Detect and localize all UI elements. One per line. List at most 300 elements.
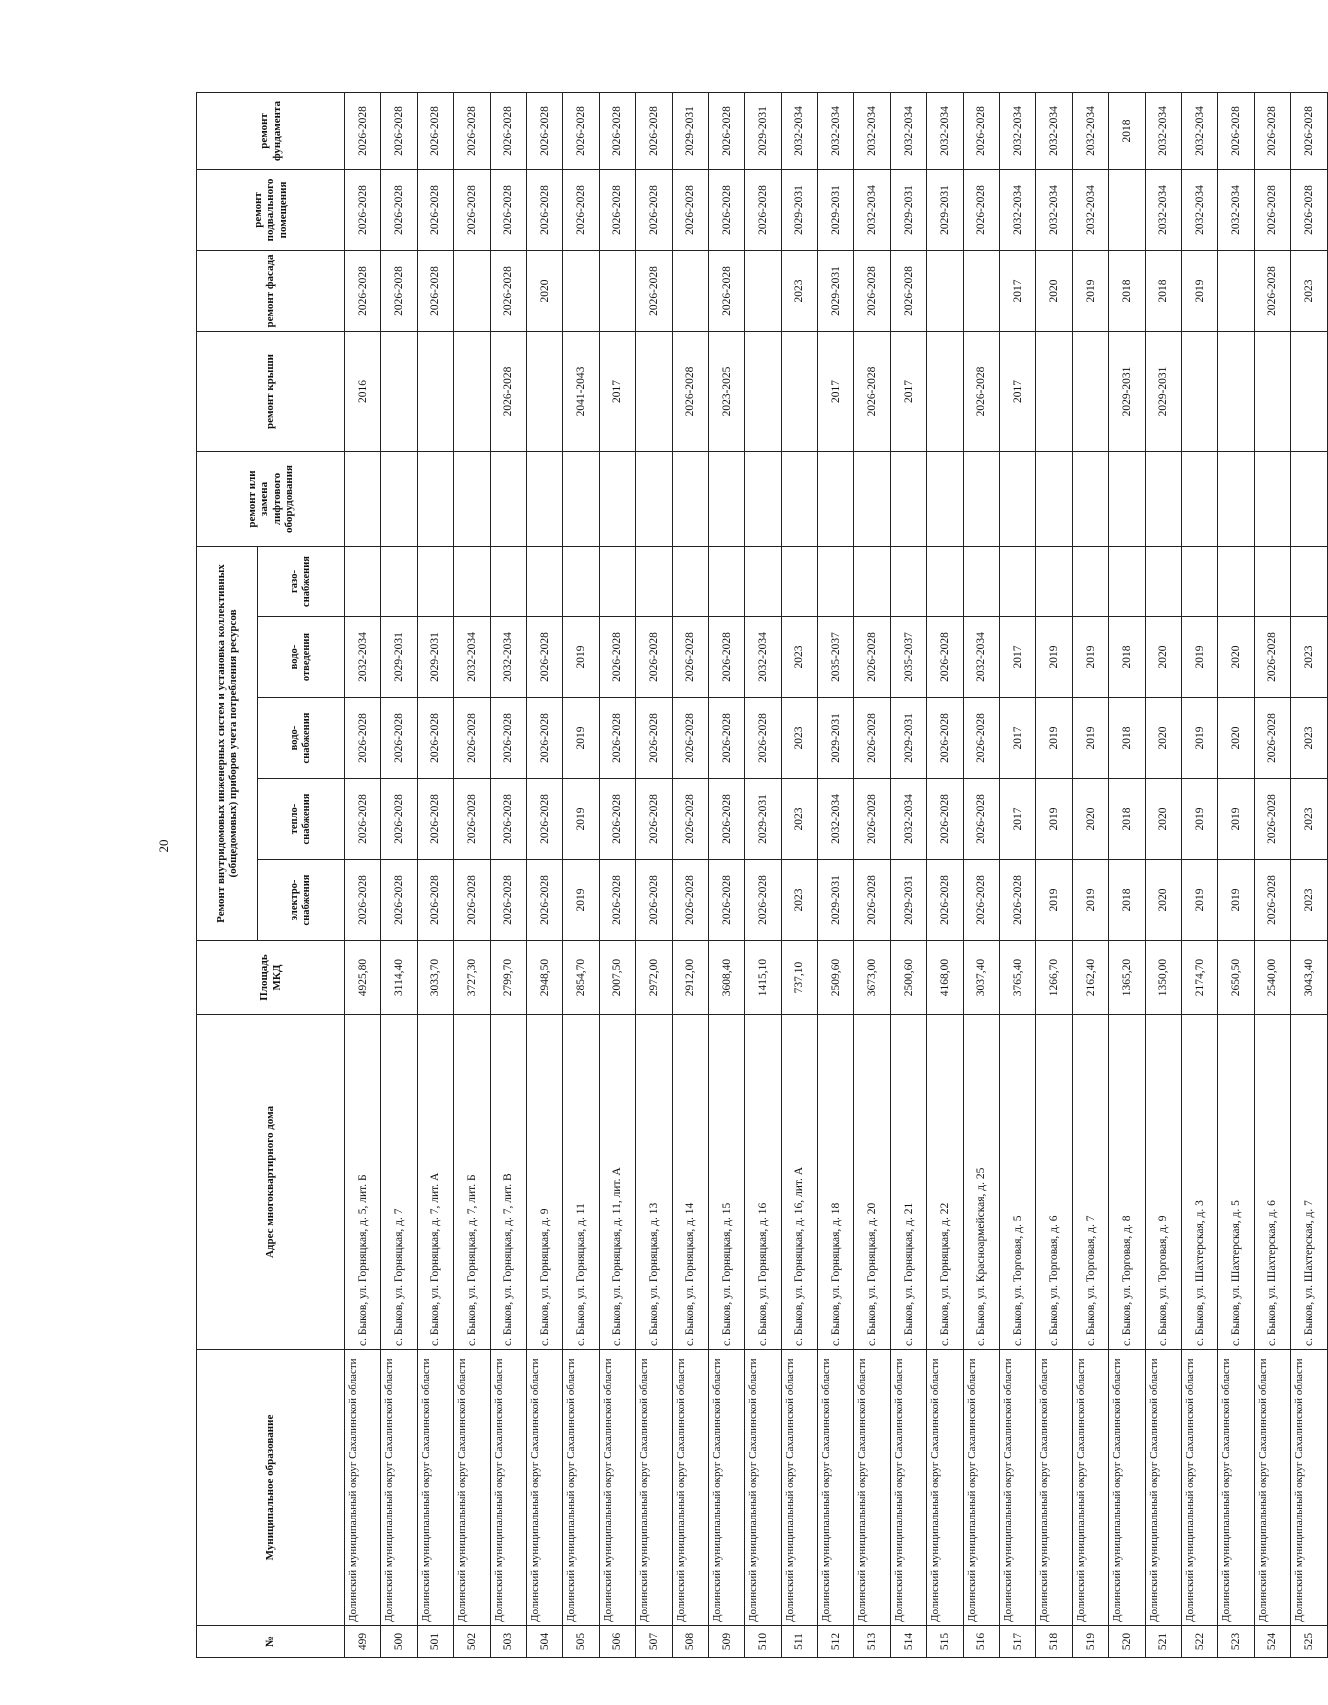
cell-gaz xyxy=(1036,546,1072,616)
cell-foundation: 2032-2034 xyxy=(1145,92,1181,169)
cell-basement: 2026-2028 xyxy=(599,169,635,250)
cell-address: с. Быков, ул. Шахтерская, д. 3 xyxy=(1181,1015,1217,1350)
cell-num: 516 xyxy=(963,1626,999,1658)
cell-vodosnab: 2023 xyxy=(1291,698,1327,779)
cell-teplo: 2026-2028 xyxy=(526,779,562,860)
cell-gaz xyxy=(1181,546,1217,616)
cell-vodootv: 2026-2028 xyxy=(636,617,672,698)
cell-gaz xyxy=(927,546,963,616)
cell-teplo: 2019 xyxy=(563,779,599,860)
cell-num: 506 xyxy=(599,1626,635,1658)
cell-vodootv: 2023 xyxy=(781,617,817,698)
cell-municipality: Долинский муниципальный округ Сахалинской области xyxy=(745,1350,781,1626)
cell-area: 2948,50 xyxy=(526,941,562,1015)
cell-num: 508 xyxy=(672,1626,708,1658)
cell-lift xyxy=(1145,451,1181,546)
cell-basement: 2026-2028 xyxy=(563,169,599,250)
cell-vodosnab: 2026-2028 xyxy=(490,698,526,779)
cell-basement: 2026-2028 xyxy=(454,169,490,250)
cell-foundation: 2026-2028 xyxy=(1254,92,1290,169)
table-body xyxy=(345,92,1328,1657)
cell-area: 3727,30 xyxy=(454,941,490,1015)
cell-foundation: 2026-2028 xyxy=(599,92,635,169)
cell-facade: 2026-2028 xyxy=(854,250,890,331)
cell-vodosnab: 2026-2028 xyxy=(854,698,890,779)
cell-vodootv: 2032-2034 xyxy=(745,617,781,698)
cell-gaz xyxy=(672,546,708,616)
cell-basement: 2026-2028 xyxy=(1291,169,1327,250)
cell-basement: 2026-2028 xyxy=(963,169,999,250)
cell-basement: 2029-2031 xyxy=(818,169,854,250)
cell-municipality: Долинский муниципальный округ Сахалинской области xyxy=(1036,1350,1072,1626)
cell-foundation: 2026-2028 xyxy=(381,92,417,169)
cell-electro: 2019 xyxy=(1181,860,1217,941)
cell-roof: 2023-2025 xyxy=(708,331,744,451)
cell-electro: 2026-2028 xyxy=(454,860,490,941)
cell-vodosnab: 2026-2028 xyxy=(672,698,708,779)
cell-area: 3608,40 xyxy=(708,941,744,1015)
cell-foundation: 2032-2034 xyxy=(1072,92,1108,169)
cell-roof: 2041-2043 xyxy=(563,331,599,451)
cell-facade: 2023 xyxy=(1291,250,1327,331)
cell-vodosnab: 2018 xyxy=(1109,698,1145,779)
cell-municipality: Долинский муниципальный округ Сахалинской области xyxy=(1254,1350,1290,1626)
header-vodosnab: водо- снабжения xyxy=(258,698,345,779)
cell-address: с. Быков, ул. Горняцкая, д. 11 xyxy=(563,1015,599,1350)
cell-municipality: Долинский муниципальный округ Сахалинской области xyxy=(563,1350,599,1626)
cell-address: с. Быков, ул. Горняцкая, д. 16 xyxy=(745,1015,781,1350)
cell-vodosnab: 2019 xyxy=(563,698,599,779)
cell-num: 501 xyxy=(417,1626,453,1658)
table-row xyxy=(1291,92,1327,1657)
cell-municipality: Долинский муниципальный округ Сахалинской области xyxy=(818,1350,854,1626)
cell-vodosnab: 2019 xyxy=(1036,698,1072,779)
cell-teplo: 2017 xyxy=(1000,779,1036,860)
cell-municipality: Долинский муниципальный округ Сахалинской области xyxy=(345,1350,381,1626)
cell-teplo: 2026-2028 xyxy=(854,779,890,860)
cell-electro: 2029-2031 xyxy=(890,860,926,941)
cell-teplo: 2026-2028 xyxy=(672,779,708,860)
cell-vodootv: 2020 xyxy=(1218,617,1254,698)
cell-num: 525 xyxy=(1291,1626,1327,1658)
cell-address: с. Быков, ул. Горняцкая, д. 5, лит. Б xyxy=(345,1015,381,1350)
cell-area: 3765,40 xyxy=(1000,941,1036,1015)
table-row xyxy=(1000,92,1036,1657)
cell-gaz xyxy=(526,546,562,616)
cell-address: с. Быков, ул. Торговая, д. 8 xyxy=(1109,1015,1145,1350)
cell-facade xyxy=(963,250,999,331)
cell-vodootv: 2026-2028 xyxy=(854,617,890,698)
cell-address: с. Быков, ул. Горняцкая, д. 13 xyxy=(636,1015,672,1350)
cell-lift xyxy=(781,451,817,546)
cell-teplo: 2032-2034 xyxy=(890,779,926,860)
cell-teplo: 2023 xyxy=(781,779,817,860)
cell-address: с. Быков, ул. Шахтерская, д. 7 xyxy=(1291,1015,1327,1350)
cell-area: 4925,80 xyxy=(345,941,381,1015)
cell-area: 3673,00 xyxy=(854,941,890,1015)
cell-teplo: 2023 xyxy=(1291,779,1327,860)
cell-vodosnab: 2026-2028 xyxy=(345,698,381,779)
cell-roof xyxy=(1036,331,1072,451)
cell-lift xyxy=(963,451,999,546)
cell-electro: 2026-2028 xyxy=(526,860,562,941)
cell-vodosnab: 2023 xyxy=(781,698,817,779)
cell-roof: 2017 xyxy=(1000,331,1036,451)
cell-gaz xyxy=(1109,546,1145,616)
cell-facade xyxy=(745,250,781,331)
table-row xyxy=(781,92,817,1657)
cell-roof xyxy=(526,331,562,451)
cell-area: 2509,60 xyxy=(818,941,854,1015)
cell-teplo: 2018 xyxy=(1109,779,1145,860)
cell-area: 2799,70 xyxy=(490,941,526,1015)
cell-municipality: Долинский муниципальный округ Сахалинской области xyxy=(927,1350,963,1626)
cell-lift xyxy=(745,451,781,546)
header-facade: ремонт фасада xyxy=(197,250,345,331)
cell-teplo: 2019 xyxy=(1181,779,1217,860)
cell-lift xyxy=(381,451,417,546)
cell-electro: 2026-2028 xyxy=(1254,860,1290,941)
cell-gaz xyxy=(1000,546,1036,616)
cell-lift xyxy=(636,451,672,546)
cell-address: с. Быков, ул. Горняцкая, д. 7 xyxy=(381,1015,417,1350)
cell-address: с. Быков, ул. Торговая, д. 5 xyxy=(1000,1015,1036,1350)
cell-roof: 2026-2028 xyxy=(672,331,708,451)
cell-vodosnab: 2019 xyxy=(1181,698,1217,779)
cell-roof xyxy=(1218,331,1254,451)
cell-basement: 2032-2034 xyxy=(1036,169,1072,250)
cell-num: 511 xyxy=(781,1626,817,1658)
cell-teplo: 2032-2034 xyxy=(818,779,854,860)
cell-gaz xyxy=(963,546,999,616)
cell-electro: 2023 xyxy=(1291,860,1327,941)
cell-vodootv: 2026-2028 xyxy=(526,617,562,698)
cell-facade: 2019 xyxy=(1072,250,1108,331)
cell-area: 1266,70 xyxy=(1036,941,1072,1015)
cell-roof: 2017 xyxy=(818,331,854,451)
cell-gaz xyxy=(781,546,817,616)
cell-electro: 2026-2028 xyxy=(636,860,672,941)
cell-foundation: 2018 xyxy=(1109,92,1145,169)
cell-lift xyxy=(345,451,381,546)
cell-vodootv: 2019 xyxy=(1072,617,1108,698)
cell-area: 3037,40 xyxy=(963,941,999,1015)
cell-lift xyxy=(1000,451,1036,546)
cell-num: 514 xyxy=(890,1626,926,1658)
header-num: № xyxy=(197,1626,345,1658)
cell-electro: 2026-2028 xyxy=(381,860,417,941)
table-row xyxy=(490,92,526,1657)
cell-teplo: 2026-2028 xyxy=(454,779,490,860)
cell-vodosnab: 2026-2028 xyxy=(708,698,744,779)
cell-electro: 2026-2028 xyxy=(708,860,744,941)
cell-electro: 2026-2028 xyxy=(490,860,526,941)
cell-teplo: 2019 xyxy=(1036,779,1072,860)
cell-vodootv: 2026-2028 xyxy=(1254,617,1290,698)
cell-gaz xyxy=(381,546,417,616)
cell-lift xyxy=(1291,451,1327,546)
cell-foundation: 2032-2034 xyxy=(1181,92,1217,169)
cell-basement: 2032-2034 xyxy=(1218,169,1254,250)
table-row xyxy=(708,92,744,1657)
cell-foundation: 2029-2031 xyxy=(745,92,781,169)
cell-facade xyxy=(1218,250,1254,331)
cell-facade: 2026-2028 xyxy=(1254,250,1290,331)
cell-num: 499 xyxy=(345,1626,381,1658)
cell-gaz xyxy=(1072,546,1108,616)
cell-lift xyxy=(490,451,526,546)
rotated-table-container xyxy=(196,93,1315,1658)
cell-facade: 2018 xyxy=(1109,250,1145,331)
cell-roof xyxy=(381,331,417,451)
cell-facade xyxy=(927,250,963,331)
cell-vodootv: 2017 xyxy=(1000,617,1036,698)
cell-municipality: Долинский муниципальный округ Сахалинской области xyxy=(1072,1350,1108,1626)
cell-roof xyxy=(1291,331,1327,451)
cell-area: 2854,70 xyxy=(563,941,599,1015)
cell-foundation: 2026-2028 xyxy=(708,92,744,169)
cell-foundation: 2026-2028 xyxy=(1291,92,1327,169)
cell-vodootv: 2032-2034 xyxy=(490,617,526,698)
table-header xyxy=(197,92,345,1657)
cell-basement: 2029-2031 xyxy=(890,169,926,250)
cell-address: с. Быков, ул. Торговая, д. 7 xyxy=(1072,1015,1108,1350)
cell-teplo: 2026-2028 xyxy=(963,779,999,860)
cell-municipality: Долинский муниципальный округ Сахалинской области xyxy=(1000,1350,1036,1626)
table-row xyxy=(599,92,635,1657)
cell-basement: 2029-2031 xyxy=(781,169,817,250)
cell-address: с. Быков, ул. Горняцкая, д. 14 xyxy=(672,1015,708,1350)
cell-address: с. Быков, ул. Красноармейская, д. 25 xyxy=(963,1015,999,1350)
cell-lift xyxy=(927,451,963,546)
table-row xyxy=(417,92,453,1657)
cell-num: 503 xyxy=(490,1626,526,1658)
cell-vodosnab: 2026-2028 xyxy=(526,698,562,779)
cell-roof xyxy=(745,331,781,451)
cell-facade xyxy=(454,250,490,331)
cell-lift xyxy=(890,451,926,546)
cell-gaz xyxy=(708,546,744,616)
cell-foundation: 2029-2031 xyxy=(672,92,708,169)
cell-num: 523 xyxy=(1218,1626,1254,1658)
cell-num: 500 xyxy=(381,1626,417,1658)
cell-lift xyxy=(818,451,854,546)
cell-basement: 2026-2028 xyxy=(381,169,417,250)
cell-num: 513 xyxy=(854,1626,890,1658)
cell-roof xyxy=(1181,331,1217,451)
cell-vodosnab: 2029-2031 xyxy=(890,698,926,779)
cell-num: 520 xyxy=(1109,1626,1145,1658)
cell-lift xyxy=(1254,451,1290,546)
cell-municipality: Долинский муниципальный округ Сахалинской области xyxy=(599,1350,635,1626)
table-row xyxy=(890,92,926,1657)
cell-electro: 2018 xyxy=(1109,860,1145,941)
cell-municipality: Долинский муниципальный округ Сахалинской области xyxy=(1109,1350,1145,1626)
cell-num: 524 xyxy=(1254,1626,1290,1658)
cell-electro: 2026-2028 xyxy=(745,860,781,941)
cell-lift xyxy=(1072,451,1108,546)
cell-gaz xyxy=(454,546,490,616)
cell-foundation: 2032-2034 xyxy=(890,92,926,169)
cell-electro: 2026-2028 xyxy=(854,860,890,941)
cell-foundation: 2026-2028 xyxy=(636,92,672,169)
cell-area: 3043,40 xyxy=(1291,941,1327,1015)
cell-vodosnab: 2026-2028 xyxy=(636,698,672,779)
cell-foundation: 2032-2034 xyxy=(854,92,890,169)
cell-municipality: Долинский муниципальный округ Сахалинской области xyxy=(636,1350,672,1626)
header-roof: ремонт крыши xyxy=(197,331,345,451)
cell-facade xyxy=(672,250,708,331)
cell-vodootv: 2019 xyxy=(1181,617,1217,698)
cell-lift xyxy=(708,451,744,546)
table-row xyxy=(854,92,890,1657)
cell-vodosnab: 2020 xyxy=(1218,698,1254,779)
cell-vodootv: 2035-2037 xyxy=(818,617,854,698)
cell-area: 2912,00 xyxy=(672,941,708,1015)
cell-gaz xyxy=(563,546,599,616)
cell-roof: 2029-2031 xyxy=(1145,331,1181,451)
cell-basement: 2032-2034 xyxy=(1072,169,1108,250)
cell-num: 505 xyxy=(563,1626,599,1658)
table-row xyxy=(381,92,417,1657)
cell-vodootv: 2019 xyxy=(563,617,599,698)
cell-municipality: Долинский муниципальный округ Сахалинской области xyxy=(1181,1350,1217,1626)
cell-area: 2500,60 xyxy=(890,941,926,1015)
cell-facade: 2026-2028 xyxy=(636,250,672,331)
table-row xyxy=(563,92,599,1657)
cell-facade: 2026-2028 xyxy=(890,250,926,331)
cell-vodootv: 2032-2034 xyxy=(345,617,381,698)
cell-roof xyxy=(927,331,963,451)
cell-teplo: 2026-2028 xyxy=(1254,779,1290,860)
cell-basement: 2026-2028 xyxy=(490,169,526,250)
cell-basement: 2026-2028 xyxy=(672,169,708,250)
cell-basement: 2032-2034 xyxy=(854,169,890,250)
cell-gaz xyxy=(490,546,526,616)
cell-vodootv: 2032-2034 xyxy=(963,617,999,698)
cell-lift xyxy=(454,451,490,546)
cell-foundation: 2026-2028 xyxy=(563,92,599,169)
cell-address: с. Быков, ул. Торговая, д. 9 xyxy=(1145,1015,1181,1350)
cell-lift xyxy=(854,451,890,546)
cell-basement: 2026-2028 xyxy=(526,169,562,250)
cell-lift xyxy=(672,451,708,546)
cell-area: 2007,50 xyxy=(599,941,635,1015)
cell-roof xyxy=(781,331,817,451)
cell-electro: 2026-2028 xyxy=(345,860,381,941)
cell-teplo: 2026-2028 xyxy=(345,779,381,860)
cell-area: 4168,00 xyxy=(927,941,963,1015)
cell-municipality: Долинский муниципальный округ Сахалинской области xyxy=(890,1350,926,1626)
cell-basement: 2026-2028 xyxy=(636,169,672,250)
cell-electro: 2020 xyxy=(1145,860,1181,941)
cell-gaz xyxy=(854,546,890,616)
cell-area: 1415,10 xyxy=(745,941,781,1015)
cell-vodootv: 2032-2034 xyxy=(454,617,490,698)
cell-address: с. Быков, ул. Шахтерская, д. 5 xyxy=(1218,1015,1254,1350)
cell-num: 518 xyxy=(1036,1626,1072,1658)
cell-municipality: Долинский муниципальный округ Сахалинской области xyxy=(781,1350,817,1626)
table-row xyxy=(454,92,490,1657)
cell-vodosnab: 2026-2028 xyxy=(1254,698,1290,779)
cell-gaz xyxy=(599,546,635,616)
cell-address: с. Быков, ул. Горняцкая, д. 18 xyxy=(818,1015,854,1350)
cell-area: 1350,00 xyxy=(1145,941,1181,1015)
cell-facade: 2026-2028 xyxy=(417,250,453,331)
cell-foundation: 2032-2034 xyxy=(1000,92,1036,169)
cell-municipality: Долинский муниципальный округ Сахалинской области xyxy=(854,1350,890,1626)
table-row xyxy=(526,92,562,1657)
cell-address: с. Быков, ул. Горняцкая, д. 7, лит. Б xyxy=(454,1015,490,1350)
cell-basement: 2032-2034 xyxy=(1000,169,1036,250)
cell-area: 2972,00 xyxy=(636,941,672,1015)
cell-foundation: 2032-2034 xyxy=(927,92,963,169)
cell-area: 1365,20 xyxy=(1109,941,1145,1015)
cell-address: с. Быков, ул. Горняцкая, д. 15 xyxy=(708,1015,744,1350)
cell-vodosnab: 2017 xyxy=(1000,698,1036,779)
cell-vodootv: 2026-2028 xyxy=(708,617,744,698)
table-row xyxy=(963,92,999,1657)
table-row xyxy=(672,92,708,1657)
cell-basement: 2026-2028 xyxy=(345,169,381,250)
cell-vodootv: 2026-2028 xyxy=(927,617,963,698)
cell-vodootv: 2029-2031 xyxy=(417,617,453,698)
cell-facade: 2026-2028 xyxy=(345,250,381,331)
cell-teplo: 2026-2028 xyxy=(599,779,635,860)
cell-facade: 2026-2028 xyxy=(381,250,417,331)
cell-roof xyxy=(1072,331,1108,451)
cell-teplo: 2029-2031 xyxy=(745,779,781,860)
cell-num: 502 xyxy=(454,1626,490,1658)
cell-roof: 2017 xyxy=(890,331,926,451)
cell-roof xyxy=(1254,331,1290,451)
cell-gaz xyxy=(890,546,926,616)
cell-municipality: Долинский муниципальный округ Сахалинской области xyxy=(381,1350,417,1626)
cell-address: с. Быков, ул. Горняцкая, д. 20 xyxy=(854,1015,890,1350)
cell-basement: 2029-2031 xyxy=(927,169,963,250)
cell-electro: 2019 xyxy=(1218,860,1254,941)
cell-roof xyxy=(454,331,490,451)
cell-area: 737,10 xyxy=(781,941,817,1015)
cell-gaz xyxy=(1254,546,1290,616)
cell-teplo: 2020 xyxy=(1072,779,1108,860)
cell-lift xyxy=(417,451,453,546)
cell-foundation: 2026-2028 xyxy=(526,92,562,169)
cell-area: 2540,00 xyxy=(1254,941,1290,1015)
cell-gaz xyxy=(1291,546,1327,616)
cell-foundation: 2026-2028 xyxy=(454,92,490,169)
cell-gaz xyxy=(345,546,381,616)
cell-teplo: 2026-2028 xyxy=(417,779,453,860)
cell-facade xyxy=(599,250,635,331)
cell-foundation: 2032-2034 xyxy=(818,92,854,169)
cell-electro: 2023 xyxy=(781,860,817,941)
cell-facade: 2018 xyxy=(1145,250,1181,331)
cell-vodosnab: 2026-2028 xyxy=(963,698,999,779)
cell-address: с. Быков, ул. Горняцкая, д. 11, лит. А xyxy=(599,1015,635,1350)
cell-electro: 2026-2028 xyxy=(1000,860,1036,941)
cell-address: с. Быков, ул. Горняцкая, д. 16, лит. А xyxy=(781,1015,817,1350)
cell-foundation: 2026-2028 xyxy=(1218,92,1254,169)
header-lift: ремонт или замена лифтового оборудования xyxy=(197,451,345,546)
cell-facade: 2026-2028 xyxy=(490,250,526,331)
cell-lift xyxy=(1218,451,1254,546)
table-row xyxy=(1036,92,1072,1657)
header-area: Площадь МКД xyxy=(197,941,345,1015)
cell-municipality: Долинский муниципальный округ Сахалинской области xyxy=(490,1350,526,1626)
cell-municipality: Долинский муниципальный округ Сахалинской области xyxy=(454,1350,490,1626)
cell-electro: 2026-2028 xyxy=(417,860,453,941)
